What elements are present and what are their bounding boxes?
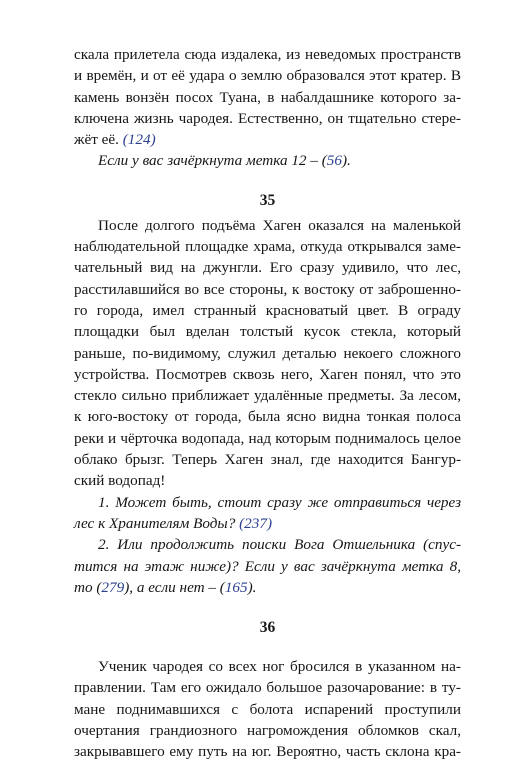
text-line: ключена жизнь чародея. Естественно, он тщательно стере- bbox=[74, 109, 461, 127]
text-line: стекло сильно приближает удалённые предметы. За лесом, bbox=[74, 387, 461, 405]
text-line: правлении. Там его ожидало большое разочарование: в ту- bbox=[74, 679, 461, 697]
choice-option-2: 2. Или продолжить поиски Вога Отшельника (спус- bbox=[98, 536, 461, 554]
choice-option-2-cont: тится на этаж ниже)? Если у вас зачёркнута метка 8, bbox=[74, 557, 461, 575]
text-line: реки и чёрточка водопада, над которым поднималось целое bbox=[74, 429, 461, 447]
text-line: скала прилетела сюда издалека, из неведомых пространств bbox=[74, 46, 461, 63]
section-36-body bbox=[74, 656, 461, 762]
text-line: чательный вид на джунгли. Его сразу удивило, что лес, bbox=[74, 259, 461, 277]
section-35-body bbox=[74, 215, 461, 598]
text-line: Ученик чародея со всех ног бросился в указанном на- bbox=[98, 658, 461, 676]
choice-option bbox=[74, 150, 461, 171]
text-line: очертания грандиозного нагромождения обломков скал, bbox=[74, 722, 461, 740]
text-line: к юго-востоку от города, была ясно видна тонкая полоса bbox=[74, 408, 461, 426]
choice-text: ), а если нет – ( bbox=[124, 578, 225, 596]
section-link-165[interactable]: 165 bbox=[224, 578, 248, 596]
choice-option-2-end bbox=[74, 577, 461, 598]
choice-option-1-cont bbox=[74, 513, 461, 534]
section-link-56[interactable]: 56 bbox=[326, 152, 342, 170]
text-line: закрывавшего ему путь на юг. Вероятно, часть склона кра- bbox=[74, 743, 461, 761]
choice-text: то ( bbox=[74, 578, 102, 596]
choice-option-1: 1. Может быть, стоит сразу же отправиться через bbox=[98, 493, 461, 511]
text-line: мане поднимавшихся с болота испарений проступили bbox=[74, 700, 461, 718]
section-link-279[interactable]: 279 bbox=[101, 578, 125, 596]
choice-text: ). bbox=[247, 578, 257, 596]
choice-text-end: ). bbox=[341, 152, 351, 170]
section-number-36: 36 bbox=[259, 619, 276, 637]
paragraph-continued bbox=[74, 44, 461, 172]
text-line: камень вонзён посох Туана, в набалдашнике которого за- bbox=[74, 88, 461, 106]
text-line: наблюдательной площадке храма, откуда открывался заме- bbox=[74, 238, 461, 256]
text-line: ский водопад! bbox=[74, 472, 166, 490]
text-line: го города, имел странный красноватый цвет. В ограду bbox=[74, 301, 461, 319]
text-line bbox=[74, 129, 461, 150]
text-line: После долгого подъёма Хаген оказался на маленькой bbox=[98, 216, 461, 234]
choice-text: лес к Хранителям Воды? bbox=[74, 514, 236, 532]
text-line: облако брызг. Теперь Хаген знал, где находится Бангур- bbox=[74, 451, 461, 469]
text-fragment: жёт её. bbox=[74, 131, 119, 149]
section-link-237[interactable]: (237) bbox=[239, 514, 273, 532]
text-line: площадки был вделан толстый кусок стекла, который bbox=[74, 323, 461, 341]
text-line: устройства. Посмотрев сквозь него, Хаген понял, что это bbox=[74, 365, 461, 383]
text-line: и времён, и от её удара о землю образовался этот кратер. В bbox=[74, 67, 461, 85]
text-line: расстилавшийся во все стороны, к востоку от заброшенно- bbox=[74, 280, 461, 298]
text-line: раньше, по-видимому, служил деталью некоего сложного bbox=[74, 344, 461, 362]
section-link-124[interactable]: (124) bbox=[122, 131, 156, 149]
choice-text: Если у вас зачёркнута метка 12 – ( bbox=[98, 152, 327, 170]
section-number-35: 35 bbox=[259, 191, 276, 209]
